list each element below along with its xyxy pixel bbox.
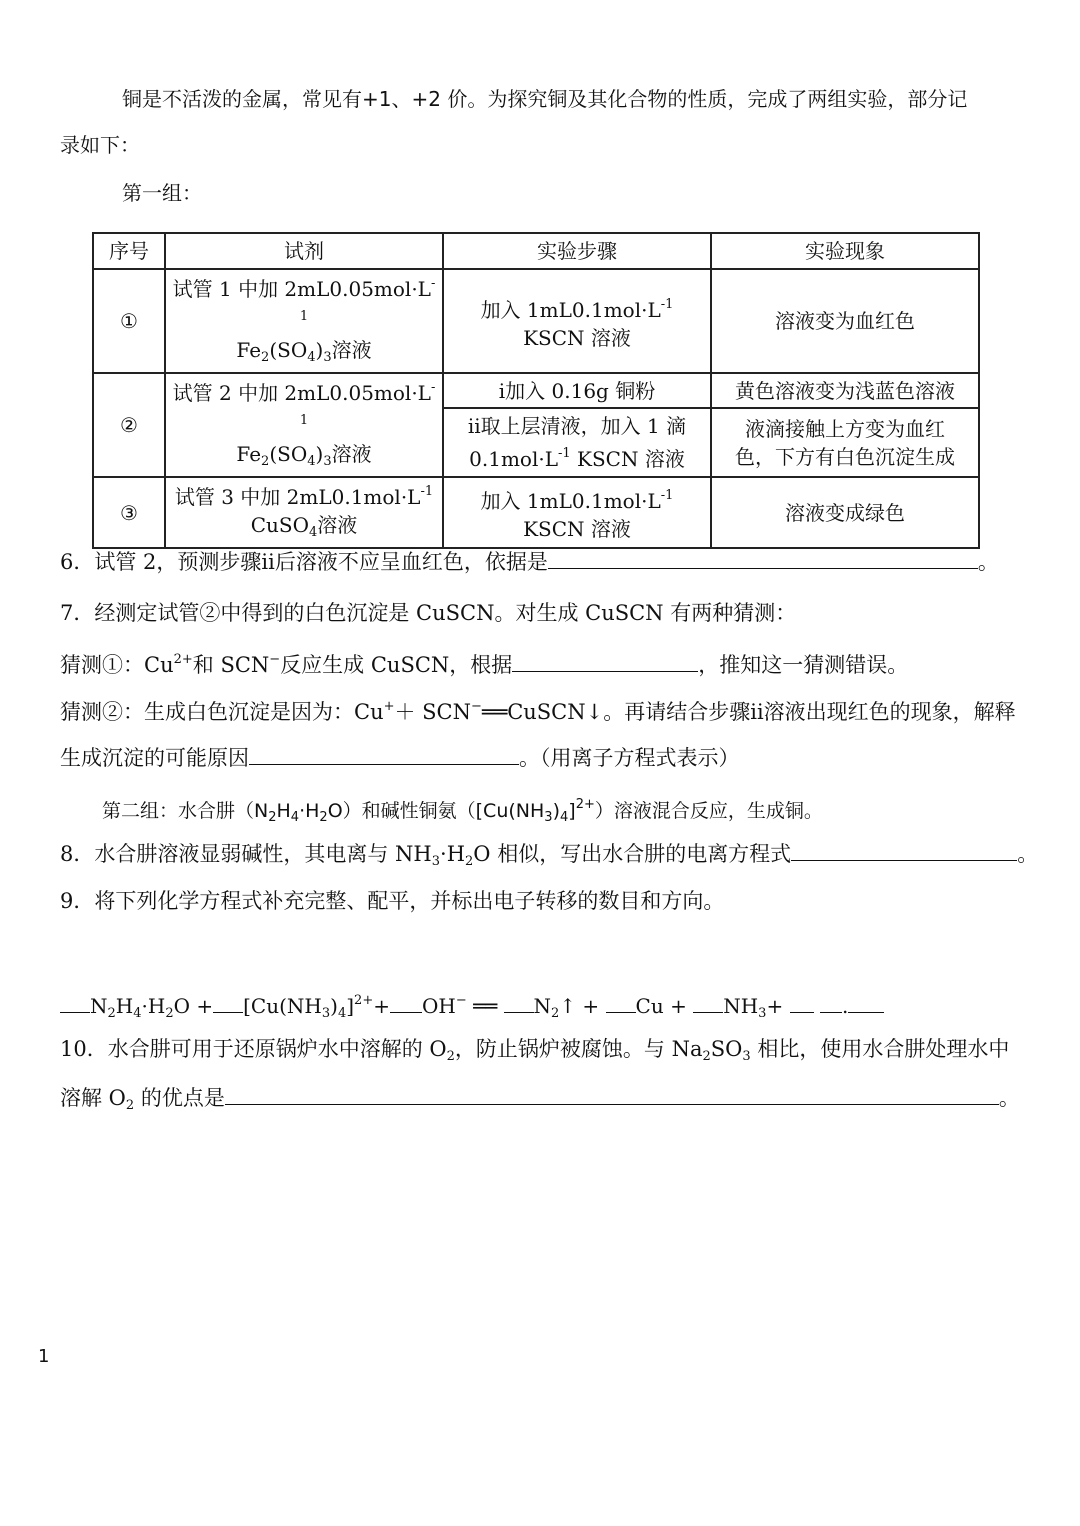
q7-guess2-blank[interactable]	[249, 742, 519, 765]
group1-heading: 第一组：	[122, 181, 202, 205]
intro-line-2: 录如下：	[60, 133, 140, 157]
page-number: 1	[38, 1346, 50, 1367]
row1-reagent: 试管 1 中加 $2mL0.05mol\cdot L^{-1}$ $Fe_2(SO_4)_3$溶液	[165, 269, 443, 373]
table-header-row	[93, 233, 979, 269]
question-9: 9．将下列化学方程式补充完整、配平，并标出电子转移的数目和方向。	[60, 889, 725, 913]
question-10-line-2: 溶解 $O_2$ 的优点是 。	[60, 1082, 1020, 1121]
row1-step: 加入 $1mL0.1mol\cdot L^{-1}$ KSCN 溶液	[443, 269, 711, 373]
row3-result: 溶液变成绿色	[711, 477, 979, 548]
table-row	[93, 477, 979, 548]
group2-description: 第二组：水合肼$(N_2H_4\cdot H_2O)$和碱性铜氨$([Cu(NH_3)_4]^{2+})$溶液混合反应，生成铜。	[102, 797, 823, 825]
coef-blank-product[interactable]	[790, 990, 814, 1013]
header-phenomenon: 实验现象	[711, 233, 979, 269]
row2-step-ii: ⅱ取上层清液，加入 1 滴 $0.1mol\cdot L^{-1}$ KSCN 溶液	[443, 408, 711, 477]
coef-blank-nh3[interactable]	[693, 990, 723, 1013]
q9-equation: $N_2H_4\cdot H_2O + [Cu(NH_3)_4]^{2+}+ OH^-$ ══ $N_2↑ + Cu + NH_3+$ .	[60, 986, 884, 1029]
header-steps: 实验步骤	[443, 233, 711, 269]
q7-guess-2-line-2: 生成沉淀的可能原因 。（用离子方程式表示）	[60, 742, 740, 773]
q7-guess-1: 猜测①：$Cu^{2+}$和 SCN−反应生成 CuSCN，根据 ，推知这一猜测错误。	[60, 645, 908, 680]
row1-no: ①	[93, 269, 165, 373]
row3-step: 加入 $1mL0.1mol\cdot L^{-1}$ KSCN 溶液	[443, 477, 711, 548]
row1-result: 溶液变为血红色	[711, 269, 979, 373]
table-row	[93, 373, 979, 408]
coef-blank-oh[interactable]	[390, 990, 422, 1013]
product-blank-2[interactable]	[848, 990, 884, 1013]
coef-blank-cu-complex[interactable]	[213, 990, 243, 1013]
question-7: 7．经测定试管②中得到的白色沉淀是 CuSCN。对生成 CuSCN 有两种猜测：	[60, 601, 797, 625]
table-row	[93, 269, 979, 373]
product-blank[interactable]	[820, 990, 842, 1013]
question-6: 6．试管 2，预测步骤ⅱ后溶液不应呈血红色，依据是 。	[60, 546, 999, 577]
q7-guess1-blank[interactable]	[512, 649, 698, 672]
question-8: 8．水合肼溶液显弱碱性，其电离与 $NH_3\cdot H_2O$ 相似，写出水合肼的电离方程式 。	[60, 838, 1038, 877]
header-no: 序号	[93, 233, 165, 269]
q8-answer-blank[interactable]	[791, 838, 1017, 861]
row2-reagent: 试管 2 中加 $2mL0.05mol\cdot L^{-1}$ $Fe_2(SO_4)_3$溶液	[165, 373, 443, 477]
question-10: 10．水合肼可用于还原锅炉水中溶解的 $O_2$，防止锅炉被腐蚀。与 $Na_2SO_3$ 相比，使用水合肼处理水中	[60, 1037, 1010, 1064]
coef-blank-n2[interactable]	[504, 990, 534, 1013]
row3-no: ③	[93, 477, 165, 548]
intro-line-1: 铜是不活泼的金属，常见有+1、+2 价。为探究铜及其化合物的性质，完成了两组实验，部分记	[122, 87, 968, 111]
q6-answer-blank[interactable]	[548, 546, 978, 569]
coef-blank-cu[interactable]	[606, 990, 636, 1013]
experiment-table	[92, 232, 980, 549]
row2-no: ②	[93, 373, 165, 477]
row3-reagent: 试管 3 中加 $2mL0.1mol\cdot L^{-1}$ CuSO$_4$溶液	[165, 477, 443, 548]
q10-answer-blank[interactable]	[225, 1082, 999, 1105]
row2-result-ii: 液滴接触上方变为血红 色，下方有白色沉淀生成	[711, 408, 979, 477]
row2-step-i: ⅰ加入 0.16g 铜粉	[443, 373, 711, 408]
q7-guess-2: 猜测②：生成白色沉淀是因为：Cu+＋ SCN−══CuSCN↓。再请结合步骤ⅱ溶液出现红色的现象，解释	[60, 699, 1016, 724]
coef-blank-n2h4[interactable]	[60, 990, 90, 1013]
header-reagent: 试剂	[165, 233, 443, 269]
row2-result-i: 黄色溶液变为浅蓝色溶液	[711, 373, 979, 408]
